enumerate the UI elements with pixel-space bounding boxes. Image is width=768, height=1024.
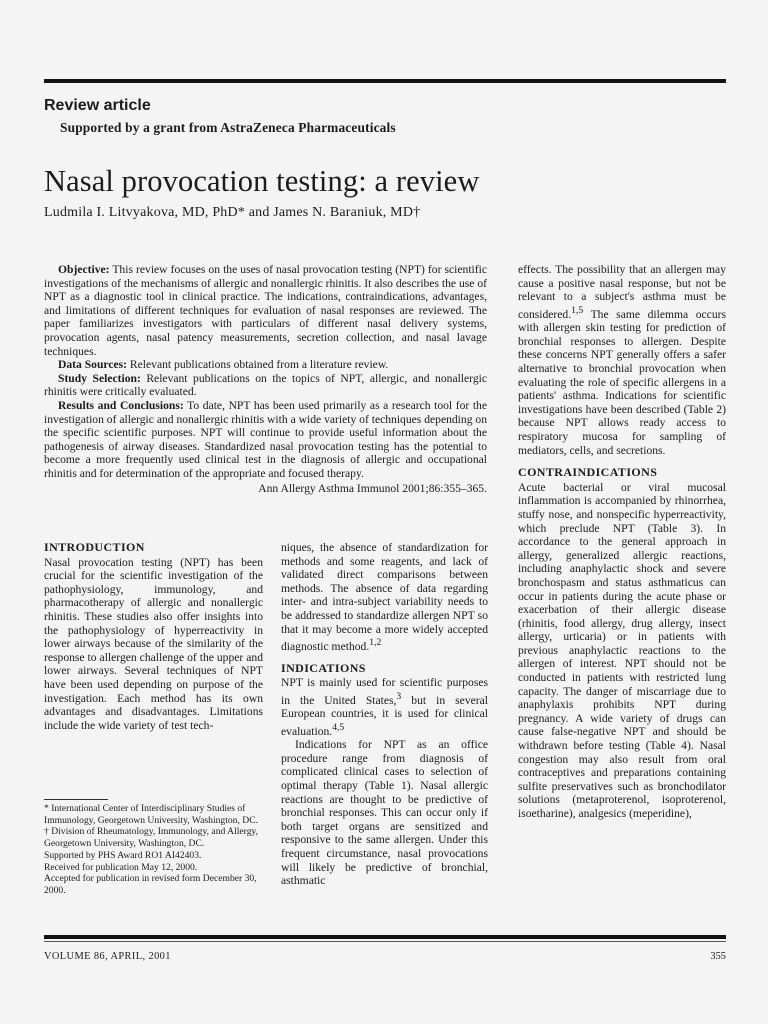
- article-title: Nasal provocation testing: a review: [44, 164, 480, 198]
- article-type: Review article: [44, 97, 151, 114]
- column-3: [518, 263, 726, 821]
- footnote-support: Supported by PHS Award RO1 AI42403.: [44, 849, 202, 861]
- indications-paragraph-2: Indications for NPT as an office procedure range from diagnosis of complicated clinical cases to selection of optimal therapy (Table 1). Nasal allergic reactions are thought to be predictive of bronchial responses. This can occur only if both target organs are sensitized and responsive to the same allergen. Under this frequent circumstance, nasal provocations will likely be predictive of bronchial, asthmatic: [281, 738, 488, 888]
- footnotes: [44, 803, 263, 897]
- sponsor-line: Supported by a grant from AstraZeneca Pharmaceuticals: [60, 120, 396, 135]
- objective-text: This review focuses on the uses of nasal provocation testing (NPT) for scientific investigations of the mechanisms of allergic and nonallergic rhinitis. It also describes the use of NPT as a diagnostic tool in clinical practice. The indications, contraindications, advantages, and limitations of different techniques for evaluation of nasal responses are reviewed. The paper familiarizes investigators with particulars of different nasal delivery systems, provocation agents, nasal patency measurements, secretion collection, and nasal lavage techniques.: [44, 263, 487, 358]
- indications-heading: INDICATIONS: [281, 660, 366, 675]
- introduction-continued: [281, 541, 488, 654]
- introduction-paragraph: Nasal provocation testing (NPT) has been crucial for the scientific investigation of the pathophysiology, immunology, and pharmacotherapy of allergic and nonallergic rhinitis. These studies also offer insights into the pathophysiology of hyperreactivity in lower airways because of the similarity of the response to allergen challenge of the upper and lower airways. Several techniques of NPT have been used depending on purpose of the investigation. Each method has its own advantages and disadvantages. Limitations include the wide variety of test tech-: [44, 555, 263, 732]
- footnote-affiliation-1: * International Center of Interdisciplinary Studies of Immunology, Georgetown University, Washington, DC.: [44, 803, 259, 826]
- page-number: 355: [710, 951, 726, 962]
- citation: Ann Allergy Asthma Immunol 2001;86:355–365.: [258, 481, 487, 495]
- indications-continued-text-a: effects. The possibility that an allergen may cause a positive nasal response, but not be relevant to a subject's asthma must be considered.: [518, 263, 726, 321]
- sources-text: Relevant publications obtained from a literature review.: [127, 358, 389, 372]
- footnote-rule: [44, 799, 108, 800]
- results-label: Results and Conclusions:: [58, 398, 184, 412]
- reference-superscript: 1,2: [369, 637, 382, 649]
- results-text: To date, NPT has been used primarily as a research tool for the investigation of allergic and nonallergic rhinitis with a wide variety of techniques depending on the specific scientific purposes. NPT will continue to provide useful information about the pathogenesis of airway diseases. Standardized nasal provocation testing has the potential to become a more frequently used clinical test in the diagnosis of allergic and occupational rhinitis and for determination of the appropriate and focused therapy.: [44, 398, 487, 480]
- reference-superscript: 4,5: [332, 721, 345, 733]
- indications-continued: [518, 263, 726, 457]
- indications-p1-text-b: but in several European countries, it is used for clinical evaluation.: [281, 693, 488, 738]
- reference-superscript: 1,5: [571, 304, 584, 316]
- reference-superscript: 3: [396, 690, 402, 702]
- column-1: [44, 541, 263, 732]
- author-line: Ludmila I. Litvyakova, MD, PhD* and James N. Baraniuk, MD†: [44, 205, 421, 220]
- abstract-results: [44, 399, 487, 481]
- sources-label: Data Sources:: [58, 358, 128, 372]
- bottom-rule-thin: [44, 941, 726, 942]
- footnote-affiliation-2: † Division of Rheumatology, Immunology, and Allergy, Georgetown University, Washington, DC.: [44, 826, 259, 850]
- selection-text: Relevant publications on the topics of NPT, allergic, and nonallergic rhinitis were critically evaluated.: [44, 371, 487, 399]
- running-footer: VOLUME 86, APRIL, 2001: [44, 951, 171, 962]
- top-rule: [44, 79, 726, 83]
- abstract: [44, 263, 487, 495]
- contraindications-paragraph: Acute bacterial or viral mucosal inflammation is accompanied by rhinorrhea, stuffy nose, and nonspecific hyperreactivity, which preclude NPT (Table 3). In accordance to the general approach in allergy, generalized allergic reactions, including anaphylactic shock and severe bronchospasm and status asthmaticus can occur in patients during the acute phase or exacerbation of their allergic disease (rhinitis, food allergy, drug allergy, insect allergy, urticaria) or in patients with previous anaphylactic reactions to the allergen of interest. NPT should not be conducted in patients with restricted lung capacity. The danger of miscarriage due to anaphylaxis prohibits NPT during pregnancy. A wide variety of drugs can cause false-negative NPT and should be withdrawn before testing (Table 4). Nasal congestion may also result from oral contraceptives and preparations containing sulfite preservatives such as bronchodilator solutions (metaproterenol, isoproterenol, isoetharine), analgesics (meperidine),: [518, 480, 726, 821]
- objective-label: Objective:: [58, 263, 110, 276]
- contraindications-heading: CONTRAINDICATIONS: [518, 465, 658, 480]
- introduction-heading: INTRODUCTION: [44, 540, 145, 554]
- indications-continued-text-b: The same dilemma occurs with allergen skin testing for prediction of bronchial responses to allergen. Despite these concerns NPT generally offers a safer alternative to bronchial provocation when evaluating the role of specific allergens in a patients' asthma. Indications for scientific investigations have been described (Table 2) because NPT allows ready access to respiratory mucosa for sampling of mediators, cells, and secretions.: [518, 307, 726, 457]
- abstract-sources: [44, 358, 487, 372]
- indications-paragraph-1: [281, 676, 488, 738]
- abstract-selection: [44, 372, 487, 399]
- selection-label: Study Selection:: [58, 371, 141, 385]
- abstract-objective: [44, 263, 487, 358]
- introduction-continued-text: niques, the absence of standardization for methods and some reagents, and lack of validated direct comparisons between methods. The absence of data regarding inter- and intra-subject variability needs to be addressed to standardize allergen NPT so that it may become a more widely accepted diagnostic method.: [281, 541, 488, 654]
- footnote-received: Received for publication May 12, 2000.: [44, 861, 198, 873]
- indications-p1-text-a: NPT is mainly used for scientific purposes in the United States,: [281, 676, 488, 707]
- footnote-accepted: Accepted for publication in revised form December 30, 2000.: [44, 873, 257, 896]
- bottom-rule: [44, 935, 726, 939]
- column-2: [281, 541, 488, 888]
